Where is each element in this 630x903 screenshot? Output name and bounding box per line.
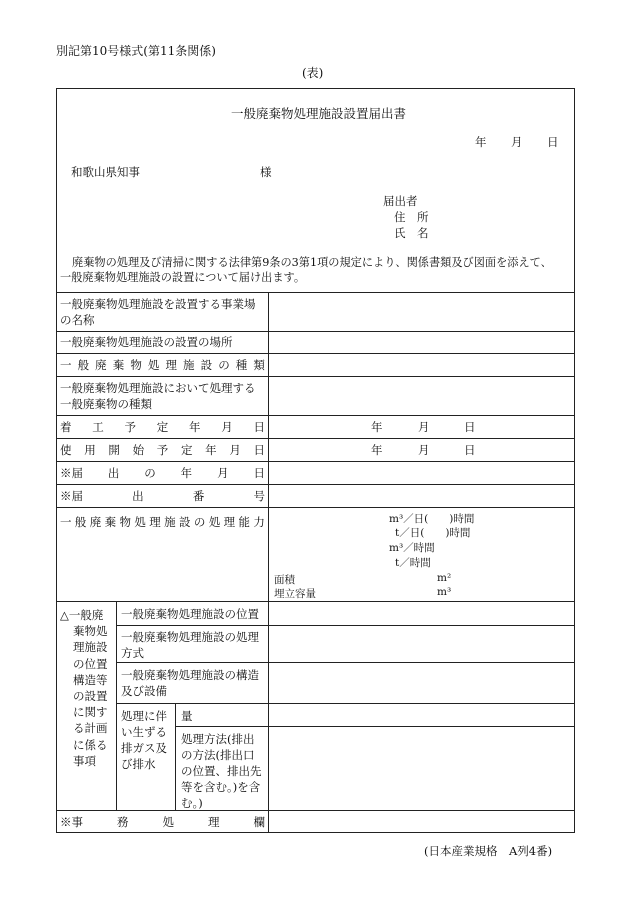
capacity-unit-m3-day: m³／日( )時間	[389, 513, 475, 525]
landfill-label: 埋立容量	[274, 588, 316, 600]
form-title: 一般廃棄物処理施設設置届出書	[231, 106, 407, 121]
statement-line-1: 廃棄物の処理及び清掃に関する法律第9条の3第1項の規定により、関係書類及び図面を添えて、	[72, 256, 552, 269]
plan-method-label: 一般廃棄物処理施設の処理 方式	[121, 630, 259, 660]
exhaust-amount-label: 量	[181, 709, 193, 723]
plan-group-label: △一般廃 棄物処 理施設 の位置 構造等 の設置 に関す る計画 に係る 事項	[60, 608, 108, 768]
start-construction-year: 年	[371, 420, 383, 434]
start-use-day: 日	[464, 443, 476, 457]
notifier-name-label: 氏 名	[394, 226, 429, 240]
notification-date-label: ※届 出 の 年 月 日	[60, 466, 265, 480]
exhaust-label: 処理に伴 い生ずる 排ガス及 び排水	[121, 709, 167, 771]
side-indicator: (表)	[302, 66, 324, 80]
start-construction-month: 月	[418, 420, 430, 434]
start-use-label: 使 用 開 始 予 定 年 月 日	[60, 443, 265, 457]
plan-position-label: 一般廃棄物処理施設の位置	[121, 607, 259, 621]
start-use-month: 月	[418, 443, 430, 457]
area-unit: m²	[437, 572, 452, 584]
business-name-label: 一般廃棄物処理施設を設置する事業場 の名称	[60, 297, 256, 327]
start-use-year: 年	[371, 443, 383, 457]
admin-label: ※事 務 処 理 欄	[60, 815, 265, 829]
area-label: 面積	[274, 574, 295, 586]
location-label: 一般廃棄物処理施設の設置の場所	[60, 335, 233, 349]
notification-number-label: ※届 出 番 号	[60, 489, 265, 503]
start-construction-label: 着 工 予 定 年 月 日	[60, 420, 265, 434]
paper-size-note: (日本産業規格 A列4番)	[424, 844, 553, 858]
capacity-unit-t-hour: t／時間	[395, 557, 431, 569]
waste-type-label: 一般廃棄物処理施設において処理する 一般廃棄物の種類	[60, 381, 256, 411]
capacity-unit-t-day: t／日( )時間	[395, 527, 471, 539]
notifier-label: 届出者	[383, 194, 418, 208]
statement-line-2: 一般廃棄物処理施設の設置について届け出ます。	[60, 271, 306, 284]
capacity-unit-m3-hour: m³／時間	[389, 542, 435, 554]
notifier-address-label: 住 所	[394, 210, 429, 224]
addressee-honorific: 様	[260, 165, 272, 179]
plan-structure-label: 一般廃棄物処理施設の構造 及び設備	[121, 668, 259, 698]
start-construction-day: 日	[464, 420, 476, 434]
disposal-method-label: 処理方法(排出 の方法(排出口 の位置、排出先 等を含む。)を含 む。)	[181, 732, 262, 810]
capacity-label: 一 般 廃 棄 物 処 理 施 設 の 処 理 能 力	[60, 515, 265, 529]
facility-type-label: 一 般 廃 棄 物 処 理 施 設 の 種 類	[60, 358, 265, 372]
landfill-unit: m³	[437, 586, 452, 598]
date-year: 年	[475, 135, 487, 149]
date-day: 日	[547, 135, 559, 149]
date-month: 月	[511, 135, 523, 149]
addressee-name: 和歌山県知事	[71, 165, 140, 179]
form-number: 別記第10号様式(第11条関係)	[56, 44, 216, 58]
